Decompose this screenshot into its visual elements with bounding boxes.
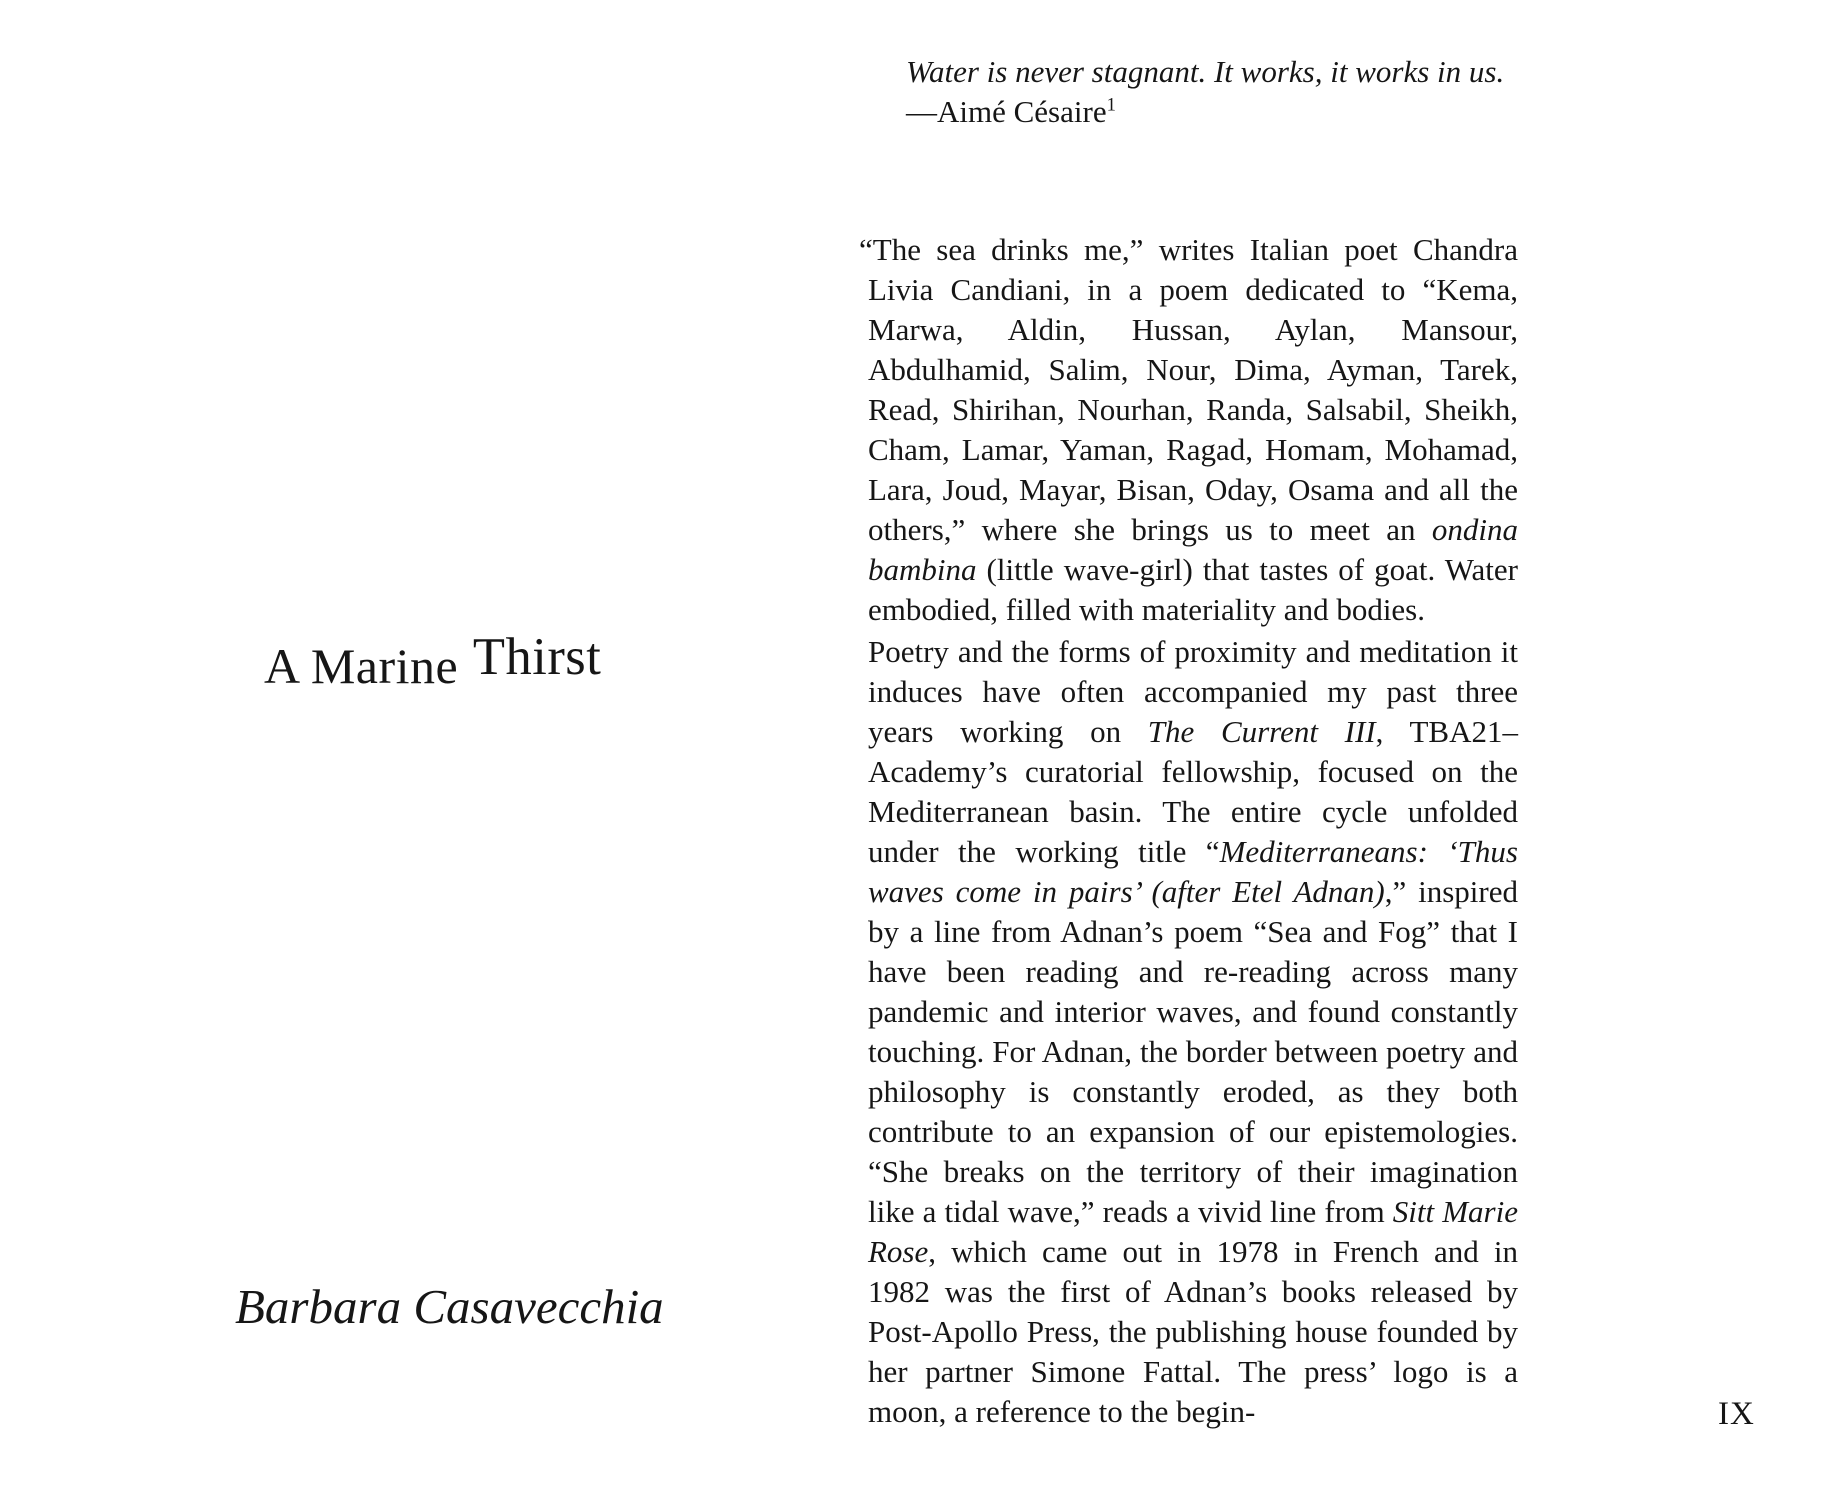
epigraph-attribution [906,92,1526,132]
footnote-marker: 1 [1106,94,1116,116]
essay-title-part1: A Marine [264,638,459,694]
paragraph2-text-end: , which came out in 1978 in French and in 1982 was the first of Adnan’s books released by Post-Apollo Press, the publishing house founded by her partner Simone Fattal. The press’ logo is a moon, a reference to the begin- [868,1234,1518,1429]
page-number: IX [1718,1396,1755,1432]
epigraph-quote: Water is never stagnant. It works, it works in us. [906,54,1505,89]
paragraph2-italic-working-title: Mediterraneans: ‘Thus waves come in pairs’ (after Etel Adnan) [868,834,1518,909]
paragraph2-text-3: ,” inspired by a line from Adnan’s poem “Sea and Fog” that I have been reading and re-reading across many pandemic and interior waves, and found constantly touching. For Adnan, the border between poetry and philosophy is constantly eroded, as they both contribute to an expansion of our epistemologies. “She breaks on the territory of their imagination like a tidal wave,” reads a vivid line from [868,874,1518,1229]
paragraph2-italic-sitt-marie-rose: Sitt Marie Rose [868,1194,1518,1269]
paragraph2-text-2: , TBA21–Academy’s curatorial fellowship, focused on the Mediterranean basin. The entire cycle unfolded under the working title “ [868,714,1518,869]
essay-title-part2: Thirst [472,628,602,686]
essay-title [264,628,602,694]
body-paragraph-2 [868,632,1518,1432]
paragraph2-italic-the-current-iii: The Current III [1147,714,1376,749]
essay-author: Barbara Casavecchia [235,1279,664,1334]
paragraph2-text: Poetry and the forms of proximity and meditation it induces have often accompanied my past three years working on [868,634,1518,749]
epigraph [906,52,1526,132]
paragraph1-italic-ondina-bambina: ondina bambina [868,512,1518,587]
paragraph1-text-end: (little wave-girl) that tastes of goat. Water embodied, filled with materiality and bodies. [868,552,1518,627]
epigraph-attribution-text: —Aimé Césaire [906,94,1107,129]
paragraph1-text: “The sea drinks me,” writes Italian poet Chandra Livia Candiani, in a poem dedicated to “Kema, Marwa, Aldin, Hussan, Aylan, Mansour, Abdulhamid, Salim, Nour, Dima, Ayman, Tarek, Read, Shirihan, Nourhan, Randa, Salsabil, Sheikh, Cham, Lamar, Yaman, Ragad, Homam, Mohamad, Lara, Joud, Mayar, Bisan, Oday, Osama and all the others,” where she brings us to meet an [859,232,1518,547]
body-paragraph-1 [859,230,1518,630]
